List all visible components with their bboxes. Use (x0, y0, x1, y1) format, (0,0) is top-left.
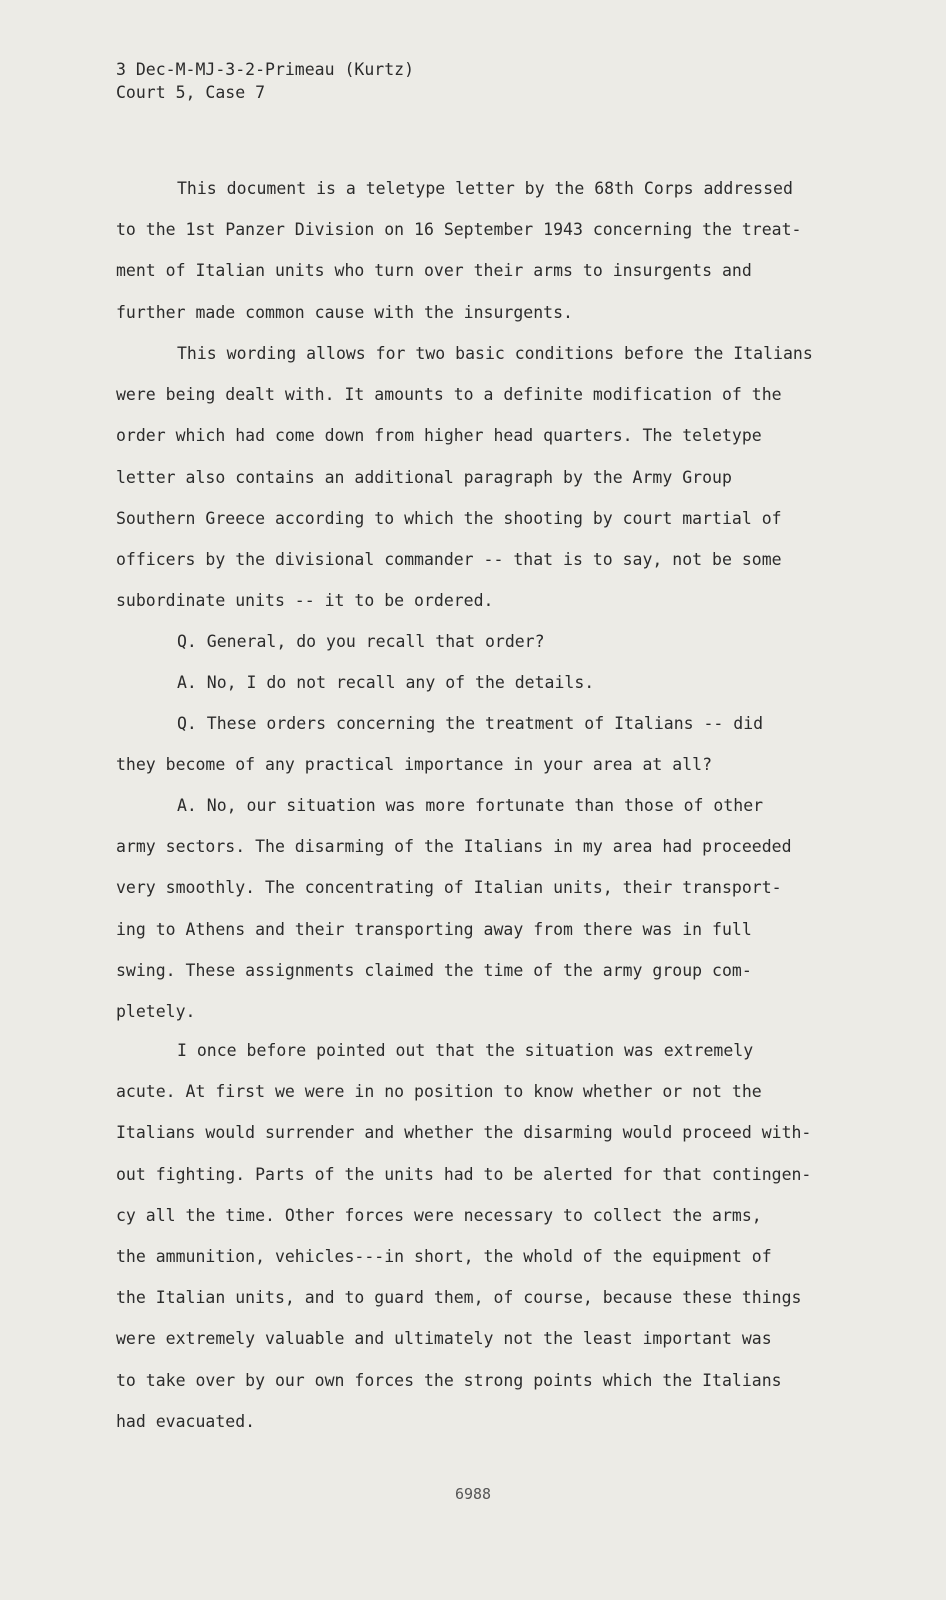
text-line: very smoothly. The concentrating of Italian units, their transport- (116, 878, 782, 898)
paragraph-1 (116, 168, 836, 333)
text-line: swing. These assignments claimed the time of the army group com- (116, 960, 752, 980)
paragraph-2 (116, 333, 836, 621)
text-line: This document is a teletype letter by the 68th Corps addressed (177, 179, 793, 198)
answer-1 (116, 662, 836, 703)
text-line: order which had come down from higher head quarters. The teletype (116, 426, 762, 446)
text-line: out fighting. Parts of the units had to be alerted for that contingen- (116, 1164, 812, 1184)
text-line: army sectors. The disarming of the Italians in my area had proceeded (116, 837, 792, 857)
text-line: officers by the divisional commander -- that is to say, not be some (116, 550, 782, 570)
question-2 (116, 703, 836, 785)
answer-2 (116, 785, 836, 1032)
text-line: they become of any practical importance in your area at all? (116, 755, 713, 775)
document-header (116, 58, 414, 104)
text-line: were extremely valuable and ultimately not the least important was (116, 1329, 772, 1349)
text-line: were being dealt with. It amounts to a definite modification of the (116, 385, 782, 405)
text-line: A. No, our situation was more fortunate than those of other (177, 796, 764, 815)
text-line: the Italian units, and to guard them, of course, because these things (116, 1288, 802, 1308)
text-line: the ammunition, vehicles---in short, the whold of the equipment of (116, 1247, 772, 1267)
text-line: cy all the time. Other forces were necessary to collect the arms, (116, 1205, 762, 1225)
text-line: This wording allows for two basic conditions before the Italians (177, 344, 813, 363)
paragraph-final (116, 1030, 836, 1442)
text-line: had evacuated. (116, 1411, 256, 1431)
text-line: subordinate units -- it to be ordered. (116, 591, 494, 611)
text-line: Southern Greece according to which the shooting by court martial of (116, 508, 782, 528)
text-line: I once before pointed out that the situation was extremely (177, 1041, 754, 1060)
text-line: ment of Italian units who turn over their arms to insurgents and (116, 261, 752, 281)
text-line: ing to Athens and their transporting away from there was in full (116, 919, 752, 939)
text-line: Q. These orders concerning the treatment of Italians -- did (177, 714, 764, 733)
text-line: A. No, I do not recall any of the details. (177, 673, 595, 692)
header-reference-line: 3 Dec-M-MJ-3-2-Primeau (Kurtz) (116, 60, 415, 79)
text-line: acute. At first we were in no position to know whether or not the (116, 1082, 762, 1102)
page-number: 6988 (454, 1485, 492, 1503)
text-line: to take over by our own forces the strong points which the Italians (116, 1370, 782, 1390)
text-line: Italians would surrender and whether the disarming would proceed with- (116, 1123, 812, 1143)
question-1 (116, 621, 836, 662)
text-line: pletely. (116, 1002, 196, 1022)
text-line: to the 1st Panzer Division on 16 September 1943 concerning the treat- (116, 220, 802, 240)
text-line: further made common cause with the insurgents. (116, 302, 573, 322)
header-court-line: Court 5, Case 7 (116, 83, 266, 102)
text-line: letter also contains an additional paragraph by the Army Group (116, 467, 732, 487)
text-line: Q. General, do you recall that order? (177, 632, 545, 651)
